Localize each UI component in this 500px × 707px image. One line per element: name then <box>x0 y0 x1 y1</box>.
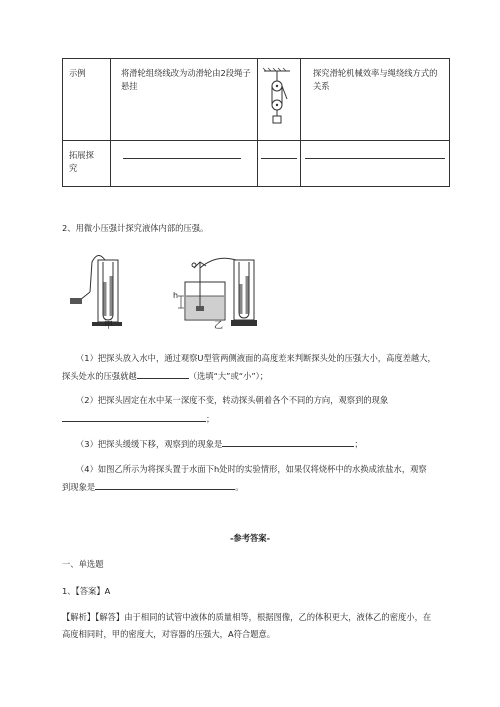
blank-cell <box>300 141 449 187</box>
row-content: 将滑轮组绕线改为动滑轮由2段绳子悬挂 <box>110 59 257 141</box>
answer-blank <box>137 369 189 379</box>
part3-text-a: （3）把探头缓缓下移，观察到的现象是 <box>76 439 223 449</box>
part2-line1: （2）把探头固定在水中某一深度不变，转动探头朝着各个不同的方向，观察到的现象 <box>76 395 389 405</box>
answer-blank <box>222 437 354 447</box>
part4-line1: （4）如图乙所示为将探头置于水面下h处时的实验情形，如果仅将烧杯中的水换成浓盐水，观察 <box>76 464 427 474</box>
part4-line2 <box>62 480 244 493</box>
figure-label-yi: 乙 <box>214 321 224 331</box>
pulley-figure-cell <box>257 59 300 141</box>
part1-line1: （1）把探头放入水中，通过观察U型管两侧液面的高度差来判断探头处的压强大小，高度差越大， <box>76 353 436 363</box>
question-title: 2、用微小压强计探究液体内部的压强。 <box>62 223 209 233</box>
table-row <box>63 59 450 141</box>
row-label: 拓展探究 <box>63 141 111 187</box>
answer-blank <box>95 480 235 490</box>
part3-text-b: ； <box>354 439 363 449</box>
depth-label: h <box>173 291 179 300</box>
answer-blank <box>62 412 206 422</box>
pulley-icon <box>258 59 300 138</box>
part1-text-a: 探头处水的压强就越 <box>62 371 137 381</box>
part2-text-b: ； <box>206 414 215 424</box>
part4-text-a: 到现象是 <box>62 482 96 492</box>
row-conclusion: 探究滑轮机械效率与绳绕线方式的关系 <box>300 59 449 141</box>
part4-text-b: 。 <box>235 482 244 492</box>
explanation-line2: 高度相同时，甲的密度大，对容器的压强大，A符合题意。 <box>62 629 276 639</box>
table-row <box>63 141 450 187</box>
part2-line2 <box>62 412 214 425</box>
explanation-line1: 【解析】【解答】由于相同的试管中液体的质量相等，根据图像，乙的体积更大，液体乙的密度小，在 <box>62 612 432 622</box>
part3-line <box>76 437 363 450</box>
figure-label-jia: 甲 <box>104 321 114 331</box>
experiment-table <box>62 58 450 187</box>
blank-cell <box>110 141 257 187</box>
part1-text-b: （选填“大”或“小”）； <box>188 371 269 381</box>
answer-item: 1、【答案】A <box>62 586 111 596</box>
section-title: 一、单选题 <box>62 559 104 569</box>
answers-heading: -参考答案- <box>229 533 271 543</box>
blank-cell <box>257 141 300 187</box>
part1-line2 <box>62 369 268 382</box>
row-label: 示例 <box>63 59 111 141</box>
